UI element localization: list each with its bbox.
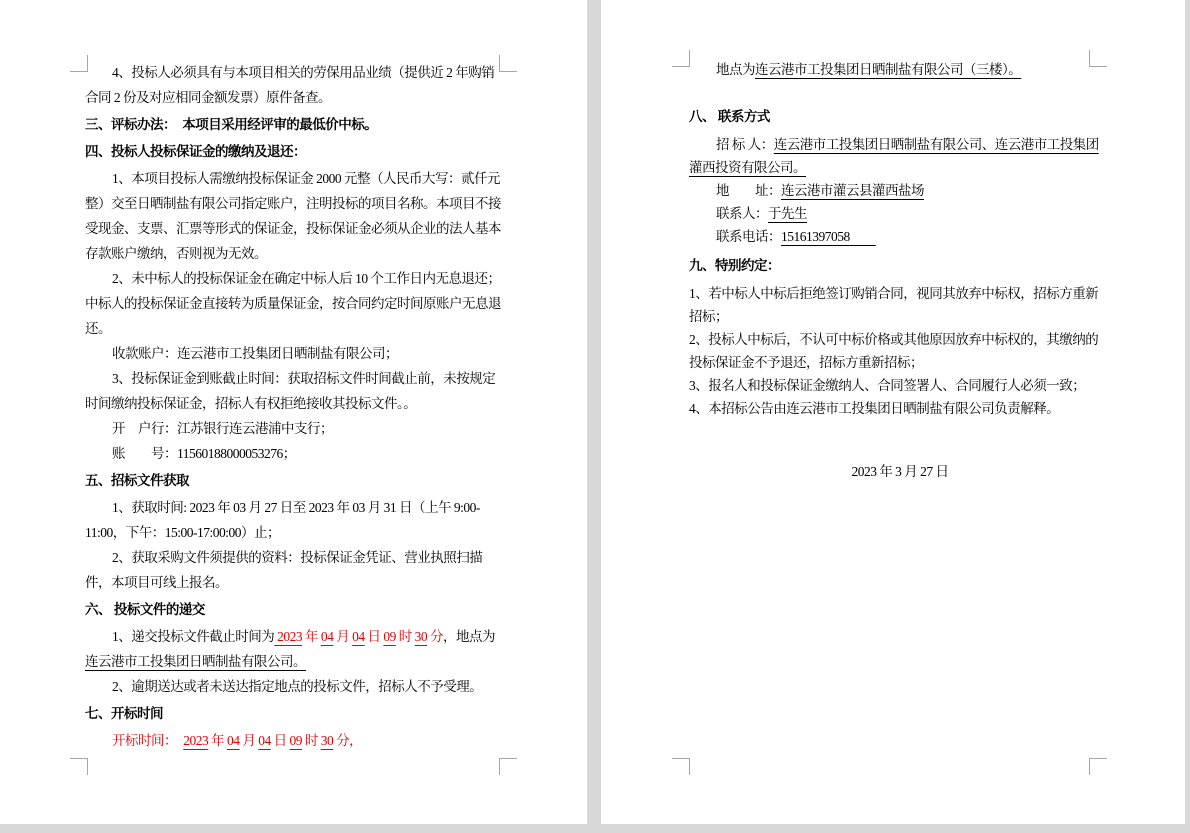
text-run: 04 — [258, 733, 271, 748]
heading — [85, 112, 507, 137]
margin-corner-mark — [70, 758, 88, 775]
text-run: 2023 年 3 月 27 日 — [851, 464, 949, 479]
text-run: 开标时间： — [112, 733, 184, 748]
margin-corner-mark — [1089, 758, 1107, 775]
text-run: 分 — [427, 629, 443, 644]
paragraph — [85, 674, 507, 699]
text-run: 日 — [270, 733, 290, 748]
text-run: 七、开标时间 — [85, 706, 163, 721]
text-run: 六、 投标文件的递交 — [85, 602, 205, 617]
page-1 — [0, 0, 587, 824]
text-run: 4、投标人必须具有与本项目相关的劳保用品业绩（提供近 2 年购销合同 2 份及对应相同金额发票）原件备查。 — [85, 65, 495, 105]
page-2-text-area[interactable] — [689, 58, 1111, 483]
date-line — [689, 460, 1111, 483]
text-run: 地 址： — [716, 183, 781, 198]
paragraph — [85, 495, 507, 545]
text-run: 账 号：11560188000053276； — [112, 446, 296, 461]
text-run: 04 — [227, 733, 240, 748]
paragraph — [689, 374, 1111, 397]
text-run: 开 户行：江苏银行连云港浦中支行； — [112, 421, 333, 436]
paragraph — [689, 58, 1111, 81]
paragraph — [85, 728, 507, 753]
paragraph — [85, 266, 507, 341]
text-run: 招 标 人： — [716, 137, 774, 152]
margin-corner-mark — [672, 50, 690, 67]
paragraph — [85, 166, 507, 266]
text-run: 2、获取采购文件须提供的资料：投标保证金凭证、营业执照扫描件，本项目可线上报名。 — [85, 550, 483, 590]
heading — [85, 597, 507, 622]
text-run: 收款账户：连云港市工投集团日晒制盐有限公司； — [112, 346, 398, 361]
text-run: 连云港市灌云县灌西盐场 — [781, 183, 924, 198]
paragraph — [85, 341, 507, 366]
text-run: 连云港市工投集团日晒制盐有限公司（三楼）。 — [755, 62, 1022, 77]
text-run: 于先生 — [768, 206, 807, 221]
paragraph — [85, 366, 507, 416]
margin-corner-mark — [499, 758, 517, 775]
paragraph — [85, 441, 507, 466]
text-run: 月 — [333, 629, 353, 644]
text-run: 09 — [383, 629, 396, 644]
text-run: 4、本招标公告由连云港市工投集团日晒制盐有限公司负责解释。 — [689, 401, 1060, 416]
paragraph — [689, 328, 1111, 374]
heading — [85, 701, 507, 726]
heading — [689, 254, 1111, 277]
text-run: 五、招标文件获取 — [85, 473, 189, 488]
text-run: 时 — [302, 733, 321, 748]
paragraph — [689, 179, 1111, 202]
text-run: 1、获取时间: 2023 年 03 月 27 日至 2023 年 03 月 31 日（上午 9:00-11:00，下午：15:00-17:00:00）止； — [85, 500, 480, 540]
heading — [85, 468, 507, 493]
text-run: 地点为 — [716, 62, 755, 77]
text-run: 月 — [239, 733, 259, 748]
text-run: 分， — [333, 733, 363, 748]
text-run: 时 — [395, 629, 415, 644]
text-run: 联系电话： — [716, 229, 781, 244]
page-2 — [601, 0, 1185, 824]
text-run: 04 — [352, 629, 365, 644]
text-run: 年 — [208, 733, 227, 748]
text-run: 30 — [320, 733, 334, 748]
paragraph — [689, 282, 1111, 328]
paragraph — [689, 202, 1111, 225]
text-run: 30 — [414, 629, 428, 644]
text-run: 八、 联系方式 — [689, 109, 770, 124]
text-run: 联系人： — [716, 206, 768, 221]
text-run: 3、报名人和投标保证金缴纳人、合同签署人、合同履行人必须一致； — [689, 378, 1086, 393]
text-run: 日 — [364, 629, 384, 644]
text-run: 2023 — [183, 733, 209, 748]
paragraph — [85, 416, 507, 441]
text-run: 15161397058 — [781, 229, 876, 244]
text-run: 2、逾期送达或者未送达指定地点的投标文件，招标人不予受理。 — [112, 679, 483, 694]
paragraph — [85, 624, 507, 674]
text-run: 三、评标办法： 本项目采用经评审的最低价中标。 — [85, 117, 378, 132]
text-run: ，地点为 — [443, 629, 495, 644]
text-run: 04 — [320, 629, 334, 644]
text-run: 1、若中标人中标后拒绝签订购销合同，视同其放弃中标权，招标方重新招标； — [689, 286, 1099, 324]
paragraph — [689, 133, 1111, 179]
page-1-text-area[interactable] — [85, 60, 507, 753]
heading — [85, 139, 507, 164]
paragraph — [85, 60, 507, 110]
text-run: 四、投标人投标保证金的缴纳及退还： — [85, 144, 306, 159]
text-run: 09 — [289, 733, 302, 748]
margin-corner-mark — [672, 758, 690, 775]
text-run: 连云港市工投集团日晒制盐有限公司、连云港市工投集团灌西投资有限公司。 — [689, 137, 1099, 175]
text-run: 2023 — [274, 629, 303, 644]
text-run: 九、特别约定： — [689, 258, 780, 273]
text-run: 1、本项目投标人需缴纳投标保证金 2000 元整（人民币大写：贰仟元整）交至日晒制盐有限公司指定账户，注明投标的项目名称。本项目不接受现金、支票、汇票等形式的保证金，投标保证金必须从企业的法人基本存款账户缴纳，否则视为无效。 — [85, 171, 501, 261]
text-run: 年 — [302, 629, 321, 644]
text-run: 1、递交投标文件截止时间为 — [112, 629, 275, 644]
text-run: 3、投标保证金到账截止时间：获取招标文件时间截止前，未按规定时间缴纳投标保证金，招标人有权拒绝接收其投标文件。。 — [85, 371, 496, 411]
paragraph — [85, 545, 507, 595]
text-run: 连云港市工投集团日晒制盐有限公司。 — [85, 654, 306, 669]
text-run: 2、投标人中标后，不认可中标价格或其他原因放弃中标权的，其缴纳的投标保证金不予退还，招标方重新招标； — [689, 332, 1099, 370]
paragraph — [689, 225, 1111, 248]
text-run: 2、未中标人的投标保证金在确定中标人后 10 个工作日内无息退还；中标人的投标保证金直接转为质量保证金，按合同约定时间原账户无息退还。 — [85, 271, 501, 336]
paragraph — [689, 397, 1111, 420]
heading — [689, 105, 1111, 128]
